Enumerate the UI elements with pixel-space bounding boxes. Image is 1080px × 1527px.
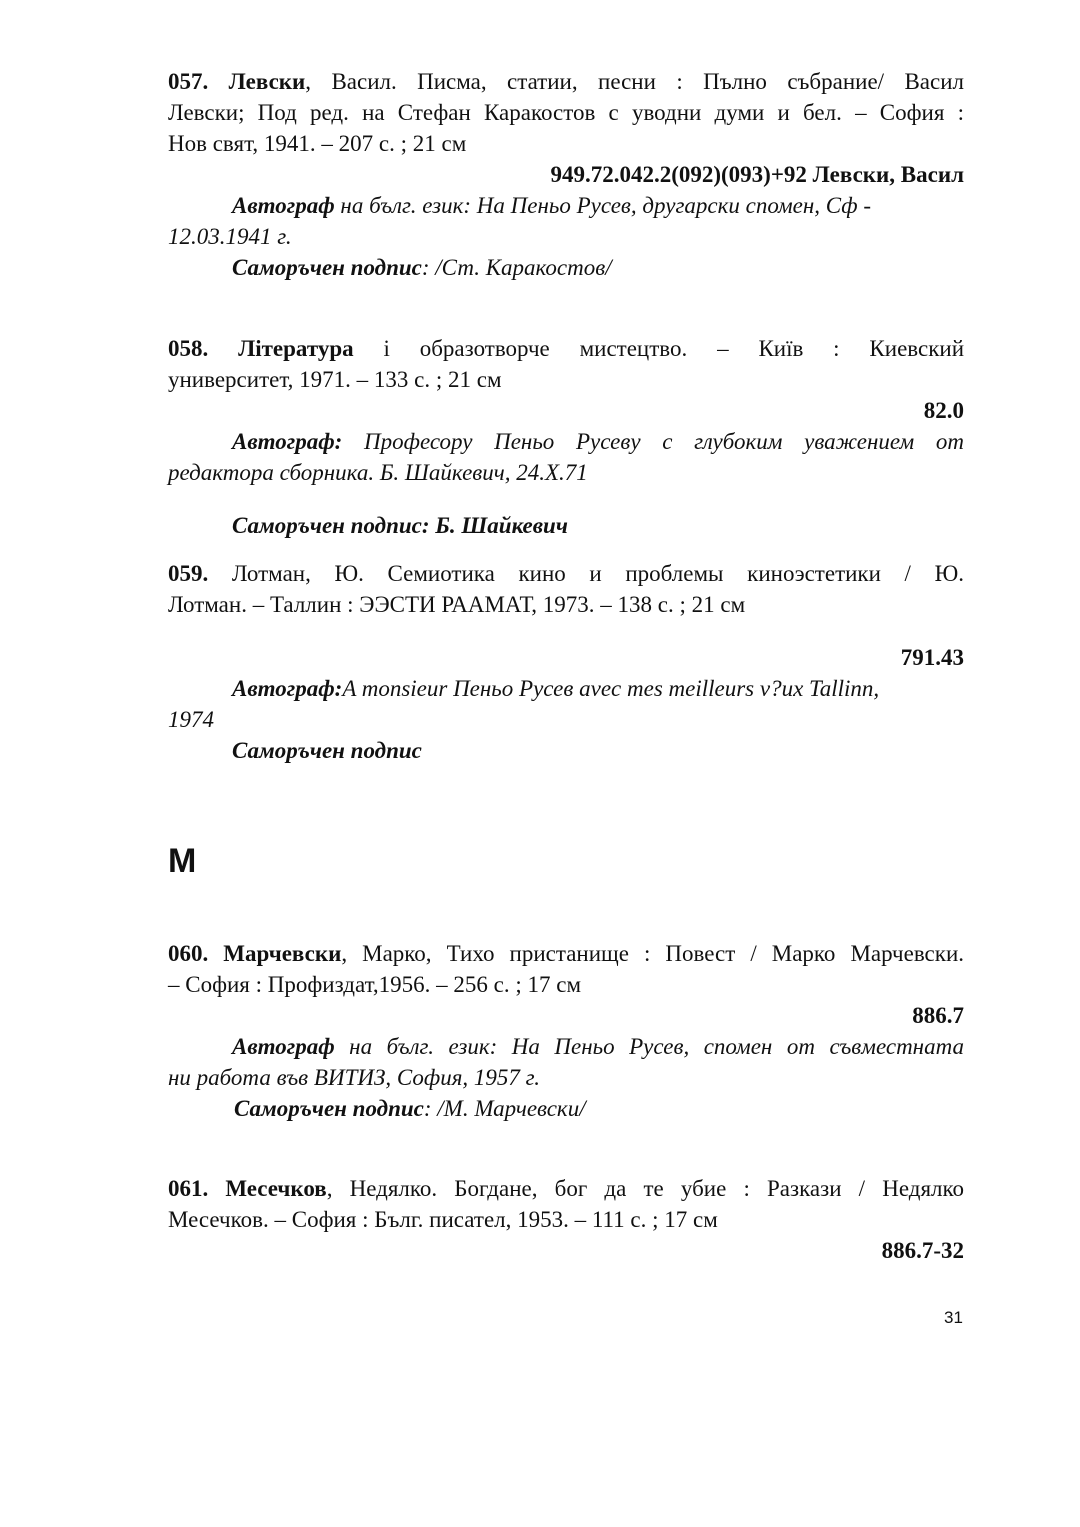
signature-line [168,252,964,283]
autograph-line [168,426,964,457]
entry-text: , Васил. Писма, статии, песни : Пълно събрание/ Васил [305,69,965,94]
entry-060 [168,938,964,1124]
autograph-line [168,673,964,704]
udc-code: 886.7 [912,1003,964,1028]
entry-061 [168,1173,964,1266]
entry-text: Лотман, Ю. Семиотика кино и проблемы киноэстетики / Ю. [208,561,964,586]
entry-author: Марчевски [223,941,342,966]
signature-line: Саморъчен подпис [232,738,422,763]
autograph-text: на бълг. език: На Пеньо Русев, спомен от съвместната [334,1034,964,1059]
entry-line: Нов свят, 1941. – 207 с. ; 21 см [168,131,467,156]
signature-label: Саморъчен подпис [234,1096,424,1121]
entry-text: і образотворче мистецтво. – Київ : Киевский [353,336,965,361]
entry-line [168,66,964,97]
signature-label: Саморъчен подпис [232,255,422,280]
signature-text: : /М. Марчевски/ [423,1096,586,1121]
entry-number: 060. [168,941,209,966]
section-letter: М [168,842,197,880]
autograph-text: Професору Пеньо Русеву с глубоким уважением от [342,429,964,454]
entry-057 [168,66,964,283]
autograph-text: на бълг. език: На Пеньо Русев, другарски спомен, Сф - [334,193,872,218]
entry-number: 061. [168,1176,209,1201]
signature-text: : /Ст. Каракостов/ [421,255,612,280]
entry-number: 057. [168,69,209,94]
entry-058 [168,333,964,541]
autograph-text-cont: ни работа във ВИТИЗ, София, 1957 г. [168,1065,541,1090]
entry-line [168,333,964,364]
entry-line: Месечков. – София : Бълг. писател, 1953. – 111 с. ; 17 см [168,1207,718,1232]
udc-code: 82.0 [923,398,964,423]
autograph-label: Автограф [232,1034,335,1059]
autograph-line [168,190,964,221]
entry-line: университет, 1971. – 133 с. ; 21 см [168,367,502,392]
autograph-text: A monsieur Пеньо Русев avec mes meilleurs v?ux Tallinn, [342,676,880,701]
entry-line: – София : Профиздат,1956. – 256 с. ; 17 см [168,972,582,997]
entry-author: Месечков [225,1176,327,1201]
page-number: 31 [944,1308,963,1327]
udc-code: 949.72.042.2(092)(093)+92 Левски, Васил [550,162,964,187]
autograph-label: Автограф: [232,429,343,454]
entry-author: Левски [228,69,306,94]
entry-line [168,938,964,969]
entry-line: Левски; Под ред. на Стефан Каракостов с уводни думи и бел. – София : [168,100,964,125]
signature-line [168,1093,964,1124]
udc-code: 791.43 [900,645,964,670]
udc-code: 886.7-32 [881,1238,964,1263]
entry-line: Лотман. – Таллин : ЭЭСТИ РААМАТ, 1973. – 138 с. ; 21 см [168,592,746,617]
entry-059 [168,558,964,766]
entry-line [168,558,964,589]
entry-number: 059. [168,561,209,586]
autograph-text-cont: 1974 [168,707,214,732]
entry-text: , Марко, Тихо пристанище : Повест / Марко Марчевски. [341,941,965,966]
autograph-line [168,1031,964,1062]
autograph-label: Автограф: [232,676,343,701]
autograph-text-cont: 12.03.1941 г. [168,224,292,249]
entry-text: , Недялко. Богдане, бог да те убие : Разкази / Недялко [326,1176,965,1201]
entry-number: 058. [168,336,209,361]
autograph-text-cont: редактора сборника. Б. Шайкевич, 24.X.71 [168,460,588,485]
entry-line [168,1173,964,1204]
entry-author: Література [238,336,354,361]
autograph-label: Автограф [232,193,335,218]
signature-line: Саморъчен подпис: Б. Шайкевич [232,513,568,538]
